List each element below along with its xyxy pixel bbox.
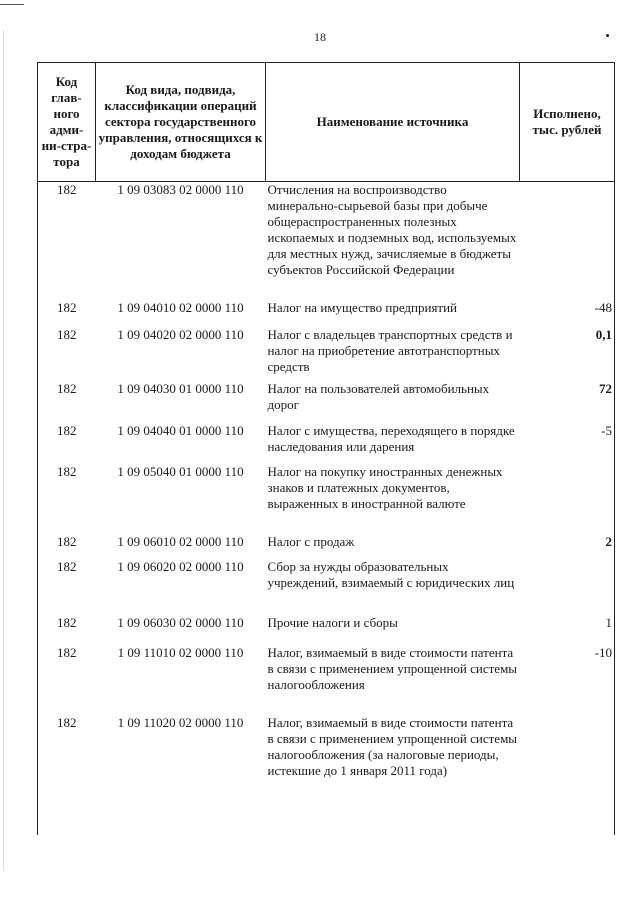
cell-name: Налог, взимаемый в виде стоимости патента в связи с применением упрощенной системы налогообложения (267, 644, 518, 692)
cell-code: 1 09 11010 02 0000 110 (117, 644, 244, 660)
cell-name: Налог с владельцев транспортных средств и налог на приобретение автотранспортных средств (267, 326, 513, 374)
cell-admin: 182 (38, 423, 96, 464)
table-row (38, 381, 615, 423)
table-row (38, 715, 615, 835)
cell-amount: 2 (520, 534, 615, 559)
table-row (38, 300, 615, 327)
cell-admin: 182 (38, 381, 96, 423)
table-row (38, 559, 615, 615)
cell-name: Налог с имущества, переходящего в порядке наследования или дарения (267, 422, 515, 454)
cell-name: Налог на покупку иностранных денежных знаков и платежных документов, выраженных в иностранной валюте (267, 463, 503, 511)
cell-name: Сбор за нужды образовательных учреждений, взимаемый с юридических лиц (267, 558, 515, 590)
table-header-row (38, 63, 615, 182)
cell-name: Налог, взимаемый в виде стоимости патента в связи с применением упрощенной системы налогообложения (за налоговые периоды, истекшие до 1 января 2011 года) (267, 714, 518, 778)
scan-artifact-edge (3, 30, 4, 870)
header-classification-code: Код вида, подвида, классификации операций сектора государственного управления, относящихся к доходам бюджета (96, 63, 266, 182)
cell-name: Налог на имущество предприятий (267, 299, 458, 315)
cell-code: 1 09 04010 02 0000 110 (117, 299, 244, 315)
cell-admin: 182 (38, 559, 96, 615)
table-row (38, 423, 615, 464)
cell-code: 1 09 03083 02 0000 110 (117, 182, 244, 197)
cell-code: 1 09 05040 01 0000 110 (117, 463, 244, 479)
cell-name: Отчисления на воспроизводство минерально-сырьевой базы при добыче общераспространенных полезных ископаемых и подземных вод, используемых для местных нужд, зачисляемые в бюджеты субъектов Российской Федерации (267, 182, 517, 277)
cell-code: 1 09 06030 02 0000 110 (117, 614, 244, 630)
cell-admin: 182 (38, 327, 96, 381)
scan-artifact-line (0, 4, 24, 5)
cell-amount: 0,1 (520, 327, 615, 381)
cell-code: 1 09 06010 02 0000 110 (117, 533, 244, 549)
table-row (38, 534, 615, 559)
cell-code: 1 09 04020 02 0000 110 (117, 326, 244, 342)
cell-admin: 182 (38, 615, 96, 645)
table-row (38, 645, 615, 715)
header-amount: Исполнено, тыс. рублей (520, 63, 615, 182)
cell-amount: -10 (520, 645, 615, 715)
cell-amount: -48 (520, 300, 615, 327)
cell-admin: 182 (38, 645, 96, 715)
cell-code: 1 09 04030 01 0000 110 (117, 380, 244, 396)
budget-table (37, 62, 615, 835)
cell-amount (520, 559, 615, 615)
cell-code: 1 09 11020 02 0000 110 (117, 714, 244, 730)
cell-admin: 182 (38, 182, 96, 300)
cell-name: Прочие налоги и сборы (267, 614, 398, 630)
cell-amount (520, 182, 615, 300)
cell-amount: 1 (520, 615, 615, 645)
cell-admin: 182 (38, 534, 96, 559)
cell-amount (520, 464, 615, 534)
cell-amount: 72 (520, 381, 615, 423)
cell-admin: 182 (38, 300, 96, 327)
table-row (38, 464, 615, 534)
page-number: 18 (314, 30, 326, 44)
cell-amount: -5 (520, 423, 615, 464)
cell-name: Налог с продаж (267, 533, 355, 549)
table-row (38, 327, 615, 381)
table-row (38, 182, 615, 300)
header-source-name: Наименование источника (266, 63, 520, 182)
cell-amount (520, 715, 615, 835)
cell-name: Налог на пользователей автомобильных дорог (267, 380, 490, 412)
header-admin-code: Код глав-ного адми-ни-стра-тора (38, 63, 96, 182)
cell-code: 1 09 06020 02 0000 110 (117, 558, 244, 574)
cell-code: 1 09 04040 01 0000 110 (117, 422, 244, 438)
cell-admin: 182 (38, 715, 96, 835)
table-row (38, 615, 615, 645)
cell-admin: 182 (38, 464, 96, 534)
